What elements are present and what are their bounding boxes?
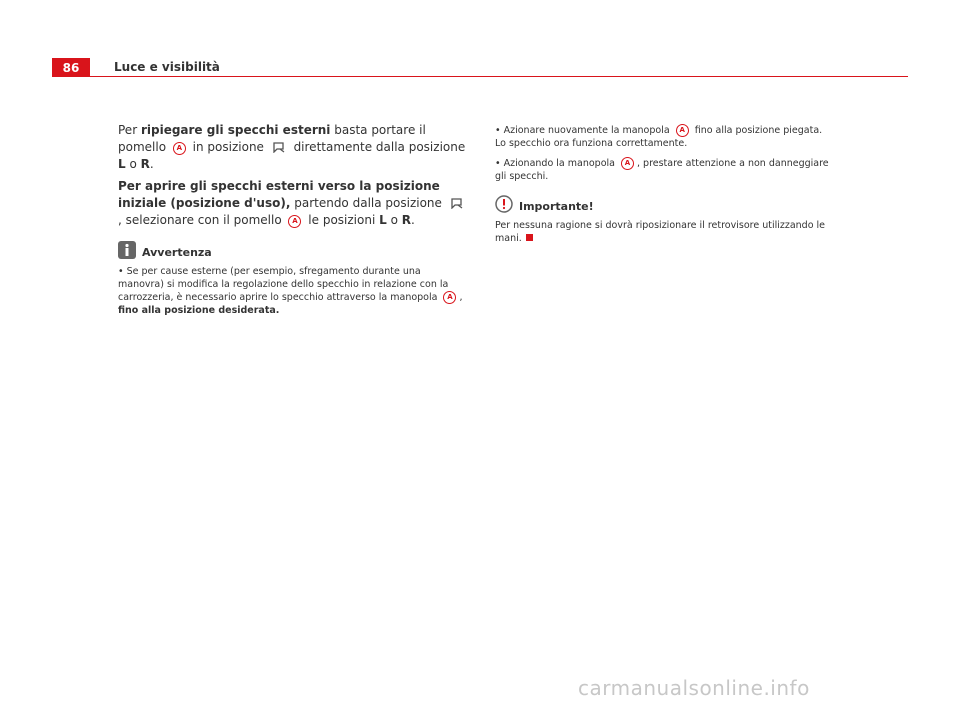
warning-text: • Se per cause esterne (per esempio, sfregamento durante una manovra) si modifica la regolazione dello specchio in relazione con la carrozzeria, è necessario aprire lo specchio attraverso la manopola A , fino alla posizione desiderata. — [118, 266, 463, 316]
marker-a-icon: A — [676, 124, 689, 137]
info-notice-icon — [118, 241, 136, 259]
marker-a-icon: A — [443, 291, 456, 304]
end-of-section-icon — [526, 234, 533, 241]
bullet-operate-knob: • Azionare nuovamente la manopola A fino alla posizione piegata. Lo specchio ora funziona correttamente. — [495, 125, 823, 149]
section-title: Luce e visibilità — [114, 60, 220, 74]
paragraph-open-mirrors: Per aprire gli specchi esterni verso la posizione iniziale (posizione d'uso), partendo dalla posizione , selezionare con il pomello A le posizioni L o R. — [118, 178, 468, 229]
important-heading — [495, 195, 835, 213]
right-column — [495, 124, 835, 252]
left-column — [118, 122, 468, 324]
marker-a-icon: A — [288, 215, 301, 228]
important-text: Per nessuna ragione si dovrà riposizionare il retrovisore utilizzando le mani. — [495, 220, 826, 244]
exclamation-notice-icon — [495, 195, 513, 213]
warning-heading — [118, 241, 468, 259]
marker-a-icon: A — [621, 157, 634, 170]
paragraph-fold-mirrors: Per ripiegare gli specchi esterni basta portare il pomello A in posizione direttamente dalla posizione L o R. — [118, 123, 466, 171]
header-divider — [52, 76, 908, 77]
warning-title: Avvertenza — [142, 246, 212, 259]
important-title: Importante! — [519, 200, 594, 213]
page-number: 86 — [52, 58, 90, 77]
page-header — [52, 58, 908, 78]
marker-a-icon: A — [173, 142, 186, 155]
folded-mirror-icon — [450, 197, 464, 209]
folded-mirror-icon — [272, 141, 286, 153]
bullet-caution: • Azionando la manopola A , prestare attenzione a non danneggiare gli specchi. — [495, 158, 829, 182]
watermark: carmanualsonline.info — [578, 676, 810, 700]
